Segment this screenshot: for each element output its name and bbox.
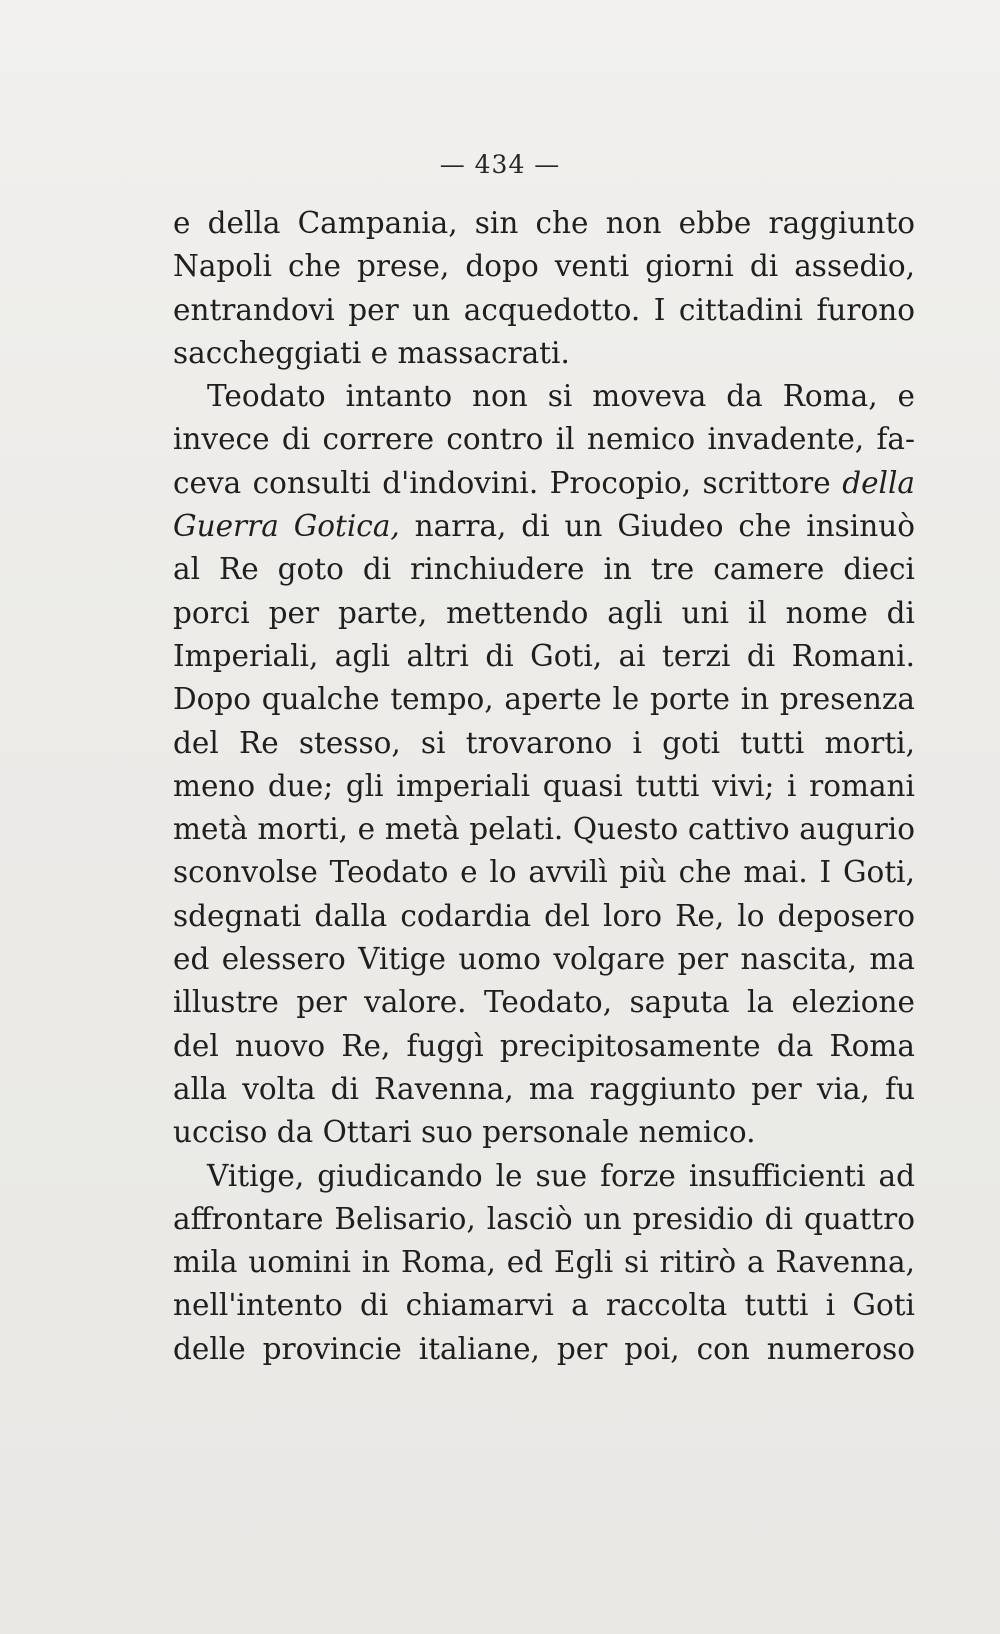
text-line: sdegnati dalla codardia del loro Re, lo deposero — [173, 898, 915, 933]
italic-title-part: Guerra Gotica, — [173, 509, 400, 544]
text-line: affrontare Belisario, lasciò un presidio di quattro — [173, 1201, 915, 1236]
text-line: sconvolse Teodato e lo avvilì più che mai. I Goti, — [173, 855, 915, 890]
text-line: delle provincie italiane, per poi, con numeroso — [173, 1331, 915, 1366]
text-line: Vitige, giudicando le sue forze insufficienti ad — [207, 1158, 915, 1193]
text-line: Dopo qualche tempo, aperte le porte in presenza — [173, 682, 915, 717]
text-segment: narra, di un Giudeo che insinuò — [399, 509, 915, 544]
text-line: illustre per valore. Teodato, saputa la elezione — [173, 985, 915, 1020]
text-line: al Re goto di rinchiudere in tre camere dieci — [173, 552, 915, 587]
text-line: ucciso da Ottari suo personale nemico. — [173, 1115, 756, 1150]
text-line: mila uomini in Roma, ed Egli si ritirò a Ravenna, — [173, 1245, 915, 1280]
text-line: alla volta di Ravenna, ma raggiunto per via, fu — [173, 1071, 915, 1106]
text-line: saccheggiati e massacrati. — [173, 335, 570, 370]
text-line: e della Campania, sin che non ebbe raggiunto — [173, 206, 915, 240]
text-line: Imperiali, agli altri di Goti, ai terzi di Romani. — [173, 638, 915, 673]
text-line: porci per parte, mettendo agli uni il nome di — [173, 595, 915, 630]
text-line: Napoli che prese, dopo venti giorni di assedio, — [173, 249, 915, 284]
text-line: del nuovo Re, fuggì precipitosamente da Roma — [173, 1028, 915, 1063]
text-line: Teodato intanto non si moveva da Roma, e — [207, 379, 915, 414]
text-line: metà morti, e metà pelati. Questo cattivo augurio — [173, 812, 915, 847]
text-line: nell'intento di chiamarvi a raccolta tutti i Goti — [173, 1288, 915, 1323]
text-segment: ceva consulti d'indovini. Procopio, scrittore — [173, 465, 831, 500]
text-line: invece di correre contro il nemico invadente, fa- — [173, 422, 915, 457]
text-line-with-italic — [173, 505, 915, 548]
body-text — [173, 202, 915, 1371]
text-line: meno due; gli imperiali quasi tutti vivi; i romani — [173, 768, 915, 803]
text-line: del Re stesso, si trovarono i goti tutti morti, — [173, 725, 915, 760]
text-line-with-italic — [173, 462, 915, 505]
text-line: ed elessero Vitige uomo volgare per nascita, ma — [173, 942, 915, 977]
italic-title-part: della — [842, 465, 915, 500]
text-line: entrandovi per un acquedotto. I cittadini furono — [173, 292, 915, 327]
page-number: — 434 — — [439, 150, 561, 179]
